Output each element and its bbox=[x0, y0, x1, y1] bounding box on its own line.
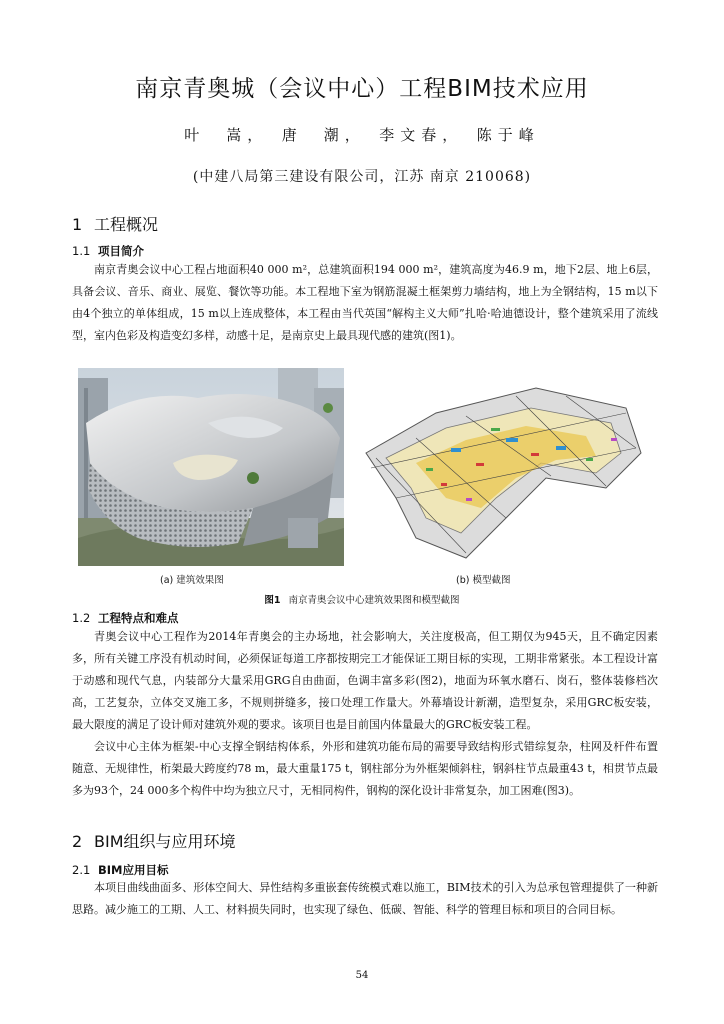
section-number: 1.2 bbox=[72, 611, 91, 625]
figure-1b-label: (b) 模型截图 bbox=[456, 575, 511, 586]
section-title: 工程特点和难点 bbox=[98, 611, 179, 625]
section-2-1-heading bbox=[72, 862, 169, 878]
figure-caption-label: 图1 bbox=[264, 595, 281, 606]
section-number: 2.1 bbox=[72, 863, 91, 877]
section-title: BIM应用目标 bbox=[98, 863, 169, 877]
affiliation: (中建八局第三建设有限公司，江苏 南京 210068) bbox=[192, 169, 532, 185]
figure-caption-text: 南京青奥会议中心建筑效果图和模型截图 bbox=[288, 595, 460, 606]
section-1-1-heading bbox=[72, 243, 144, 259]
section-1-2-heading bbox=[72, 610, 179, 626]
author-list: 叶 嵩， 唐 潮， 李文春， 陈于峰 bbox=[184, 126, 540, 144]
section-2-heading bbox=[72, 829, 236, 852]
section-title: BIM组织与应用环境 bbox=[94, 832, 236, 851]
section-title: 工程概况 bbox=[94, 215, 159, 234]
section-1-heading bbox=[72, 212, 158, 235]
section-number: 1.1 bbox=[72, 244, 91, 258]
paragraph-features-difficulties: 青奥会议中心工程作为2014年青奥会的主办场地，社会影响大，关注度极高，但工期仅为945天，且不确定因素多，所有关键工序没有机动时间，必须保证每道工序都按期完工才能保证工期目标的实现，工期非常紧张。本工程设计富于动感和现代气息，内装部分大量采用GRG自由曲面，色调丰富多彩(图2)，地面为环氧水磨石、岗石，整体装修档次高，工艺复杂，立体交叉施工多，不规则拼缝多，接口处理工作量大。外幕墙设计新潮，造型复杂，采用GRC板安装，最大限度的满足了设计师对建筑外观的要求。该项目也是目前国内体量最大的GRC板安装工程。 bbox=[72, 630, 658, 731]
section-title: 项目简介 bbox=[98, 244, 144, 258]
section-number: 2 bbox=[72, 832, 83, 851]
paper-title: 南京青奥城（会议中心）工程BIM技术应用 bbox=[135, 76, 589, 102]
paragraph-structure-system: 会议中心主体为框架-中心支撑全钢结构体系，外形和建筑功能布局的需要导致结构形式错综复杂，柱网及杆件布置随意、无规律性，桁架最大跨度约78 m，最大重量175 t，钢柱部分为外框架倾斜柱，钢斜柱节点最重43 t，相贯节点最多为93个，24 000多个构件中均为独立尺寸，无相同构件，钢构的深化设计非常复杂，加工困难(图3)。 bbox=[72, 740, 658, 797]
building-rendering-image bbox=[78, 368, 344, 566]
figure-1a-label: (a) 建筑效果图 bbox=[160, 575, 224, 586]
figure-1-caption bbox=[0, 592, 724, 606]
paragraph-bim-goals: 本项目曲线曲面多、形体空间大、异性结构多重嵌套传统模式难以施工，BIM技术的引入为总承包管理提供了一种新思路。减少施工的工期、人工、材料损失同时，也实现了绿色、低碳、智能、科学的管理目标和项目的合同目标。 bbox=[72, 881, 658, 916]
page-number: 54 bbox=[355, 970, 369, 981]
bim-model-screenshot-image bbox=[356, 368, 646, 566]
section-number: 1 bbox=[72, 215, 83, 234]
paragraph-project-intro: 南京青奥会议中心工程占地面积40 000 m²，总建筑面积194 000 m²，建筑高度为46.9 m，地下2层、地上6层，具备会议、音乐、商业、展览、餐饮等功能。本工程地下室为钢筋混凝土框架剪力墙结构，地上为全钢结构，15 m以下由4个独立的单体组成，15 m以上连成整体，本工程由当代英国“解构主义大师”扎哈·哈迪德设计，整个建筑采用了流线型，室内色彩及构造变幻多样，动感十足，是南京史上最具现代感的建筑(图1)。 bbox=[72, 263, 658, 342]
